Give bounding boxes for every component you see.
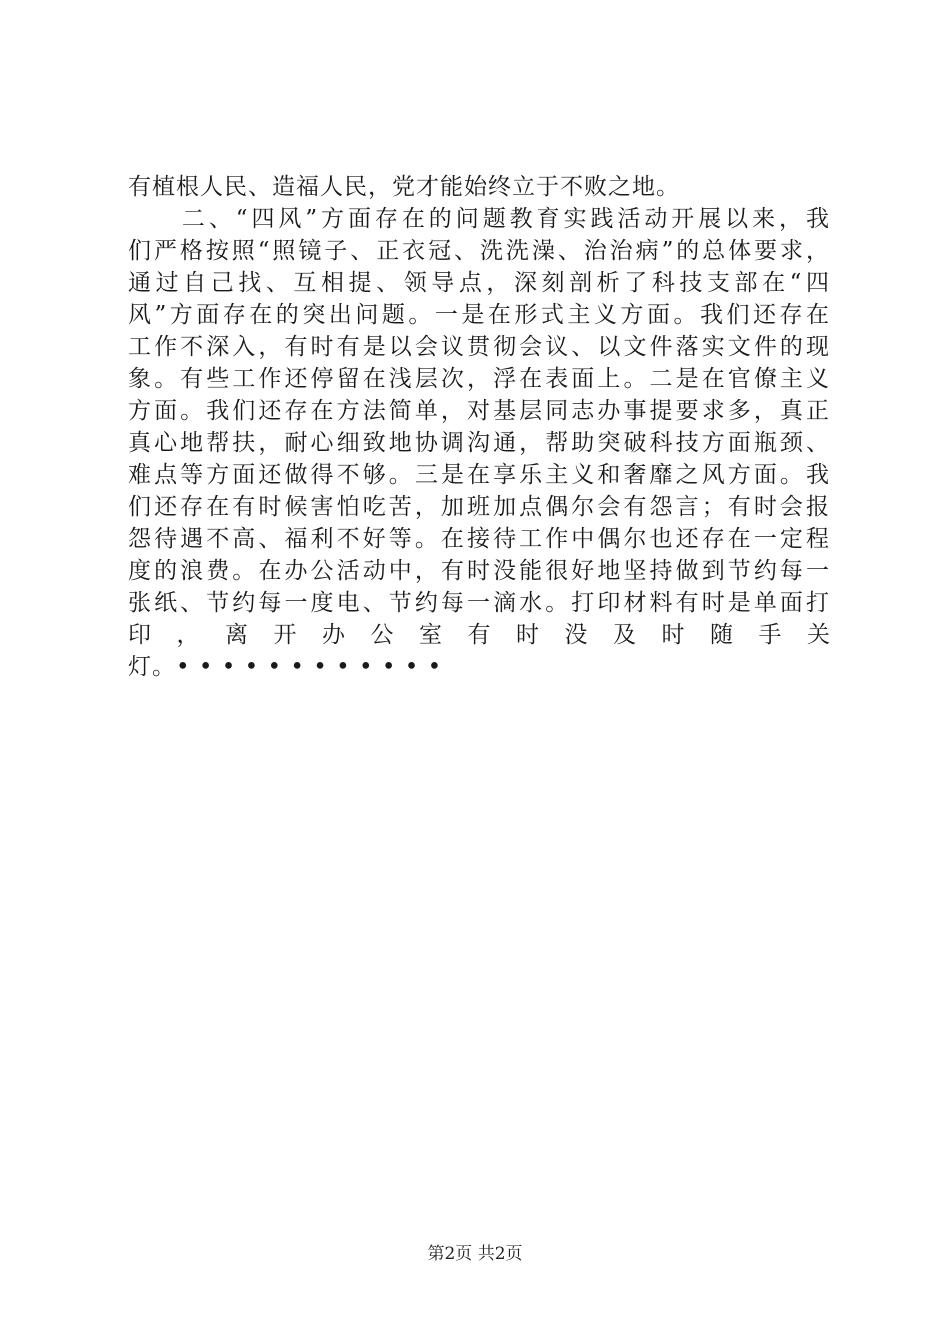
page-footer: 第2页 共2页 <box>427 1244 523 1264</box>
text-line: 工作不深入，有时有是以会议贯彻会议、以文件落实文件的现 <box>128 334 830 360</box>
text-line: 通过自己找、互相提、领导点，深刻剖析了科技支部在“四 <box>128 270 830 296</box>
text-line: 有植根人民、造福人民，党才能始终立于不败之地。 <box>128 174 680 200</box>
text-line: 们严格按照“照镜子、正衣冠、洗洗澡、治治病”的总体要求， <box>128 238 830 264</box>
text-line: 们还存在有时候害怕吃苦，加班加点偶尔会有怨言；有时会报 <box>128 494 830 520</box>
text-line: 灯。• • • • • • • • • • • • <box>128 654 443 680</box>
text-line: 印 ， 离 开 办 公 室 有 时 没 及 时 随 手 关 <box>128 622 830 648</box>
text-line: 难点等方面还做得不够。三是在享乐主义和奢靡之风方面。我 <box>128 462 830 488</box>
text-line: 度的浪费。在办公活动中，有时没能很好地坚持做到节约每一 <box>128 558 830 584</box>
text-line: 方面。我们还存在方法简单，对基层同志办事提要求多，真正 <box>128 398 830 424</box>
text-line: 二、“四风”方面存在的问题教育实践活动开展以来，我 <box>128 206 830 232</box>
text-line: 风”方面存在的突出问题。一是在形式主义方面。我们还存在 <box>128 302 830 328</box>
text-line: 真心地帮扶，耐心细致地协调沟通，帮助突破科技方面瓶颈、 <box>128 430 830 456</box>
text-line: 张纸、节约每一度电、节约每一滴水。打印材料有时是单面打 <box>128 590 830 616</box>
text-line: 怨待遇不高、福利不好等。在接待工作中偶尔也还存在一定程 <box>128 526 830 552</box>
body-text <box>128 171 830 683</box>
text-line: 象。有些工作还停留在浅层次，浮在表面上。二是在官僚主义 <box>128 366 830 392</box>
